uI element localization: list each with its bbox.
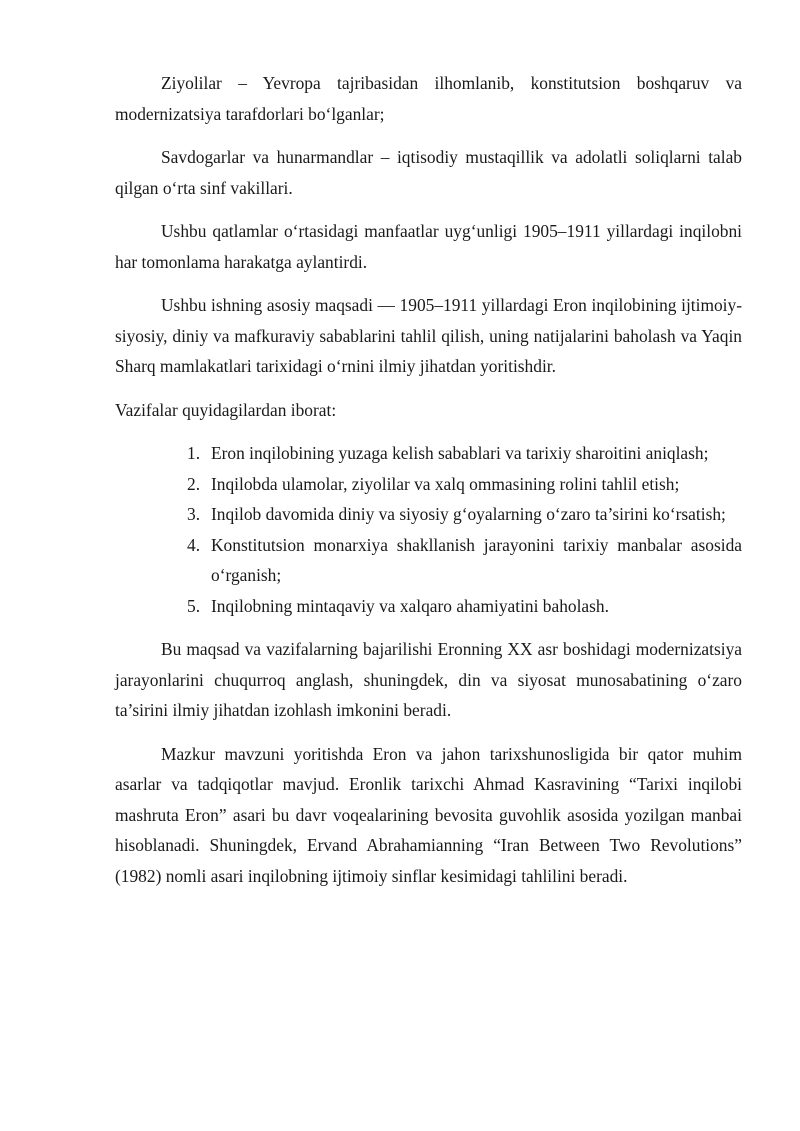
list-item [115,591,742,622]
list-item-text: Inqilobda ulamolar, ziyolilar va xalq ommasining rolini tahlil etish; [211,473,680,494]
list-item [115,438,742,469]
list-item-number: 2. [187,473,201,494]
list-item-number: 3. [187,504,201,524]
list-item-text: Inqilob davomida diniy va siyosiy g‘oyalarning o‘zaro ta’sirini ko‘rsatish; [211,504,726,524]
paragraph-goal: Ushbu ishning asosiy maqsadi — 1905–1911 yillardagi Eron inqilobining ijtimoiy-siyosiy, diniy va mafkuraviy sabablarini tahlil qilish, uning natijalarini baholash va Yaqin Sharq mamlakatlari tarixidagi o‘rnini ilmiy jihatdan yoritishdir. [115,295,742,376]
paragraph-merchants: Savdogarlar va hunarmandlar – iqtisodiy mustaqillik va adolatli soliqlarni talab qilgan o‘rta sinf vakillari. [115,147,742,198]
list-item-text: Eron inqilobining yuzaga kelish sabablari va tarixiy sharoitini aniqlash; [211,443,709,463]
list-item-text: Inqilobning mintaqaviy va xalqaro ahamiyatini baholash. [211,595,609,616]
list-item-number: 5. [187,595,201,616]
paragraph-significance: Bu maqsad va vazifalarning bajarilishi Eronning XX asr boshidagi modernizatsiya jarayonlarini chuqurroq anglash, shuningdek, din va siyosat munosabatining o‘zaro ta’sirini ilmiy jihatdan izohlash imkonini beradi. [115,639,742,720]
list-item [115,499,742,530]
document-page [115,68,742,904]
tasks-heading: Vazifalar quyidagilardan iborat: [115,399,337,420]
paragraph-intellectuals: Ziyolilar – Yevropa tajribasidan ilhomlanib, konstitutsion boshqaruv va modernizatsiya tarafdorlari bo‘lganlar; [115,73,742,124]
list-item [115,469,742,500]
tasks-list [115,438,742,621]
list-item-text: Konstitutsion monarxiya shakllanish jarayonini tarixiy manbalar asosida o‘rganish; [211,534,742,585]
list-item-number: 4. [187,534,201,555]
list-item-number: 1. [187,443,201,463]
paragraph-harmony: Ushbu qatlamlar o‘rtasidagi manfaatlar uyg‘unligi 1905–1911 yillardagi inqilobni har tomonlama harakatga aylantirdi. [115,221,742,272]
paragraph-historiography: Mazkur mavzuni yoritishda Eron va jahon tarixshunosligida bir qator muhim asarlar va tadqiqotlar mavjud. Eronlik tarixchi Ahmad Kasravining “Tarixi inqilobi mashruta Eron” asari bu davr voqealarining bevosita guvohlik asosida yozilgan manbai hisoblanadi. Shuningdek, Ervand Abrahamianning “Iran Between Two Revolutions” (1982) nomli asari inqilobning ijtimoiy sinflar kesimidagi tahlilini beradi. [115,743,742,886]
list-item [115,530,742,591]
